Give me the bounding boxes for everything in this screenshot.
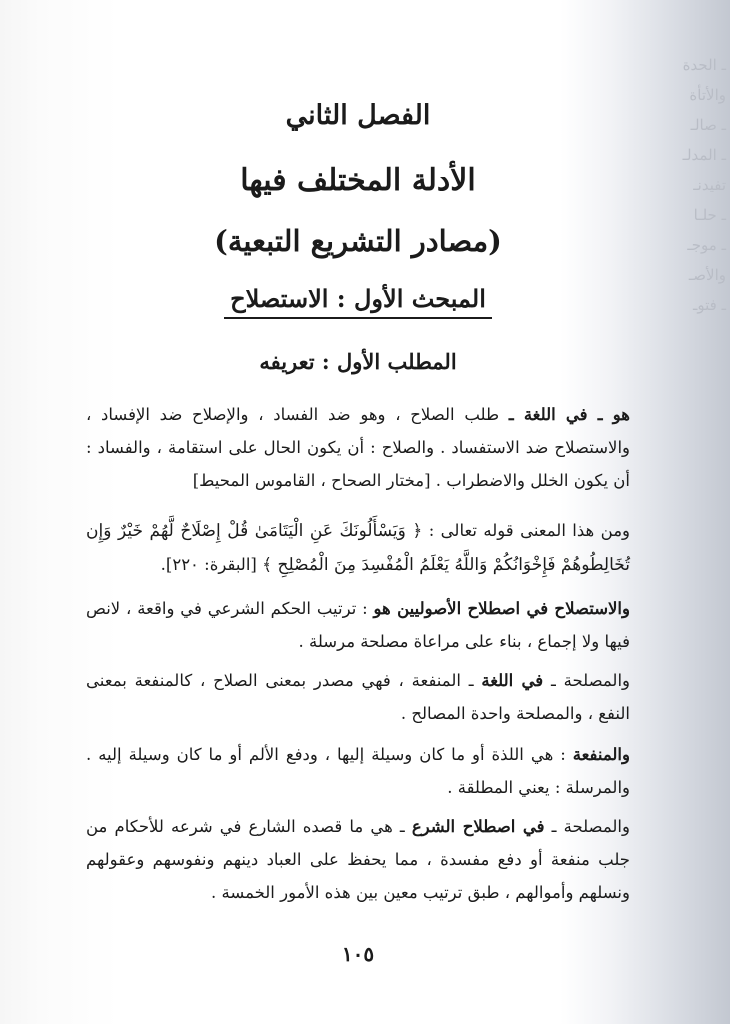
paragraph-text: ـ هي ما قصده الشارع في شرعه للأحكام من جلب منفعة أو دفع مفسدة ، مما يحفظ على العباد دينهم ونفوسهم وعقولهم ونسلهم وأموالهم ، طبق ترتيب معين بين هذه الأمور الخمسة .	[86, 817, 630, 902]
paragraph-text: : هي اللذة أو ما كان وسيلة إليها ، ودفع الألم أو ما كان وسيلة إليه . والمرسلة : يعني المطلقة .	[86, 745, 630, 797]
lead-term: في اصطلاح الشرع	[411, 817, 545, 836]
bleed-line: ـ صالـ	[690, 116, 726, 134]
bleed-line: ـ الحدة	[682, 56, 726, 74]
paragraph-language-definition	[86, 398, 630, 497]
paragraph-text: طلب الصلاح ، وهو ضد الفساد ، والإصلاح ضد الإفساد ، والاستصلاح ضد الاستفساد . والصلاح : أن يكون الحال على استقامة ، والفساد : أن يكون الخلل والاضطراب . [مختار الصحاح ، القاموس المحيط]	[86, 405, 630, 490]
paragraph-prefix: والمصلحة ـ	[543, 671, 631, 690]
chapter-title: الفصل الثاني	[285, 100, 431, 131]
section-heading	[86, 284, 630, 319]
paragraph-quran-verse	[86, 514, 630, 582]
facing-page-bleed	[646, 50, 726, 320]
bleed-line: والأتأة	[689, 86, 726, 104]
paragraph-prefix: والمصلحة ـ	[544, 817, 630, 836]
paragraph-text: : ترتيب الحكم الشرعي في واقعة ، لانص فيها ولا إجماع ، بناء على مراعاة مصلحة مرسلة .	[86, 599, 630, 651]
lead-term: هو ـ في اللغة ـ	[508, 405, 630, 424]
bleed-line: تفيدنـ	[693, 176, 726, 194]
paragraph-maslaha-sharia	[86, 810, 630, 909]
bleed-line: ـ فتوـ	[692, 296, 726, 314]
quran-verse: ﴿ وَيَسْأَلُونَكَ عَنِ الْيَتَامَىٰ قُلْ إِصْلَاحٌ لَّهُمْ خَيْرٌ وَإِن تُخَالِطُوهُمْ فَإِخْوَانُكُمْ وَاللَّهُ يَعْلَمُ الْمُفْسِدَ مِنَ الْمُصْلِحِ ﴾	[86, 521, 630, 575]
bleed-line: ـ المدلـ	[682, 146, 726, 164]
bleed-line: ـ حلـا	[693, 206, 726, 224]
paragraph-manfaa	[86, 738, 630, 804]
paragraph-text: ومن هذا المعنى قوله تعالى :	[422, 521, 630, 540]
section-title: المبحث الأول : الاستصلاح	[224, 284, 492, 319]
lead-term: والمنفعة	[572, 745, 630, 764]
chapter-paren-title: (مصادر التشريع التبعية)	[214, 224, 502, 258]
paragraph-text: ـ المنفعة ، فهي مصدر بمعنى الصلاح ، كالمنفعة بمعنى النفع ، والمصلحة واحدة المصالح .	[86, 671, 630, 723]
verse-reference: [البقرة: ٢٢٠].	[160, 555, 263, 574]
subsection-title: المطلب الأول : تعريفه	[259, 349, 457, 374]
bleed-line: ـ موجـ	[687, 236, 726, 254]
chapter-subtitle: الأدلة المختلف فيها	[240, 163, 476, 198]
paragraph-maslaha-language	[86, 664, 630, 730]
page-number: ١٠٥	[341, 942, 375, 966]
bleed-line: والأصـ	[688, 266, 726, 284]
lead-term: في اللغة	[481, 671, 544, 690]
lead-term: والاستصلاح في اصطلاح الأصوليين هو	[373, 599, 630, 618]
paragraph-usuli-definition	[86, 592, 630, 658]
